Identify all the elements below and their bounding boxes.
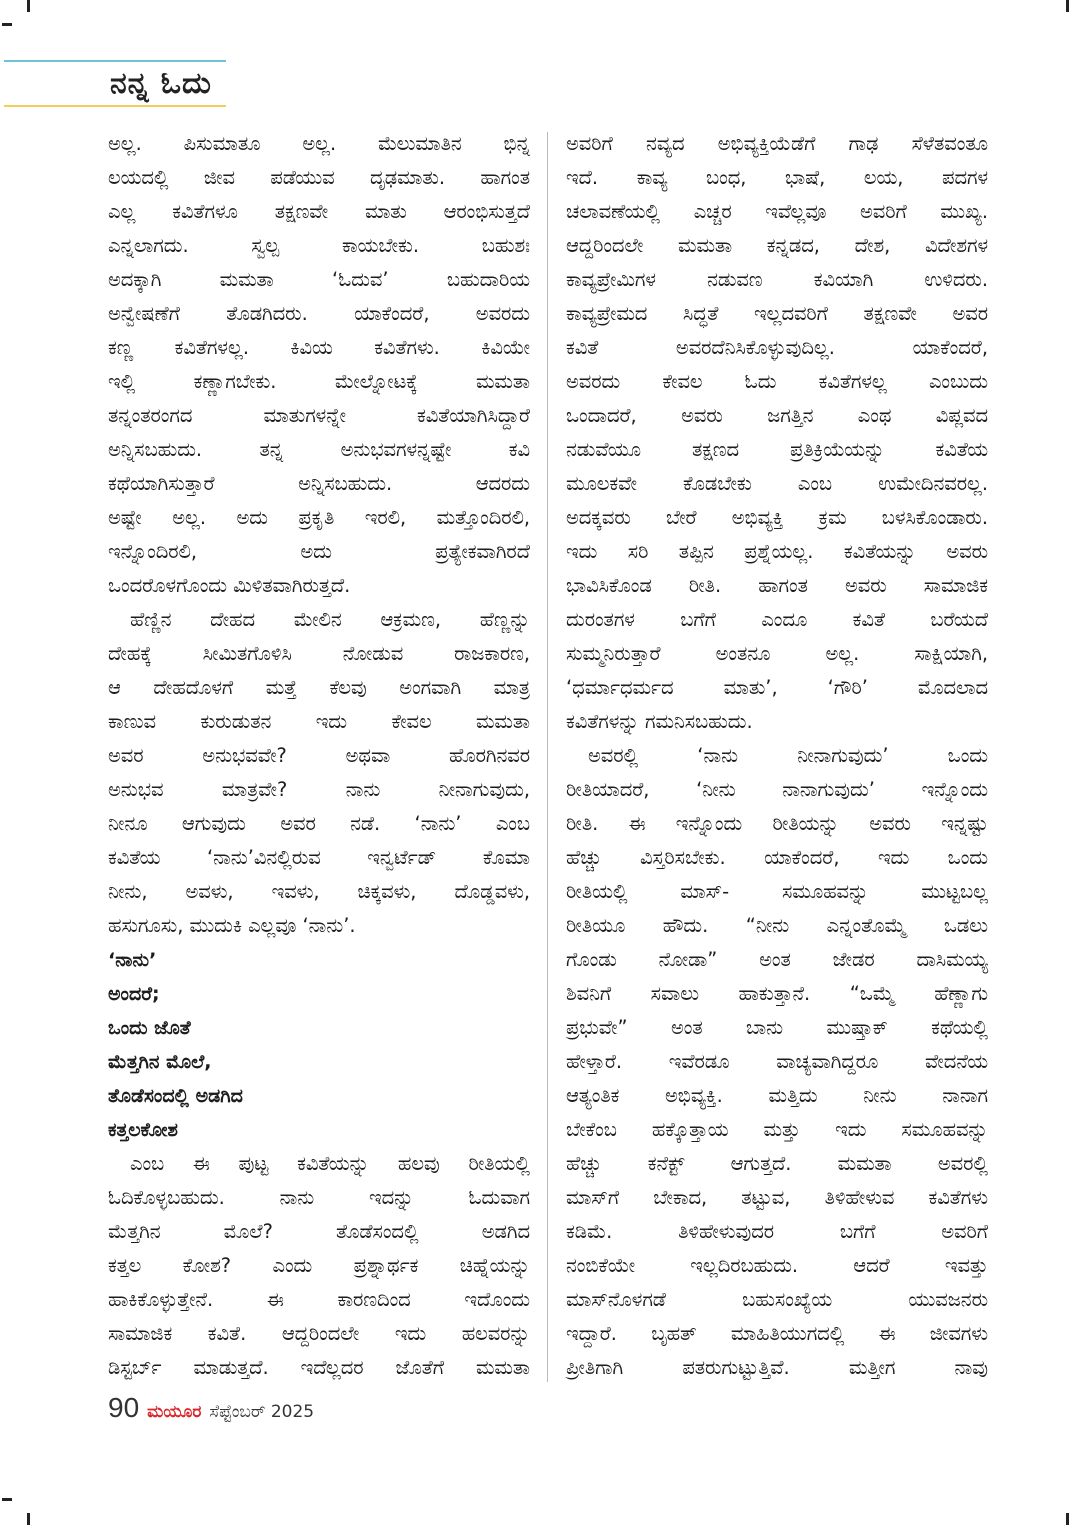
issue-date: ಸೆಪ್ಟೆಂಬರ್ 2025 xyxy=(209,1402,315,1422)
text-line: ರೀತಿಯೂ ಹೌದು. “ನೀನು ಎನ್ನಂತೊಮ್ಮೆ ಒಡಲು xyxy=(566,914,988,937)
crop-mark xyxy=(27,1513,30,1525)
text-line: ಮೆತ್ತಗಿನ ಮೊಲೆ? ತೊಡೆಸಂದಲ್ಲಿ ಅಡಗಿದ xyxy=(108,1220,530,1243)
text-line: ಕವಿತೆ ಅವರದೆನಿಸಿಕೊಳ್ಳುವುದಿಲ್ಲ. ಯಾಕೆಂದರೆ, xyxy=(566,336,988,359)
text-line: ಚಲಾವಣೆಯಲ್ಲಿ ಎಚ್ಚರ ಇವೆಲ್ಲವೂ ಅವರಿಗೆ ಮುಖ್ಯ. xyxy=(566,200,988,223)
text-line: ಮೂಲಕವೇ ಕೊಡಬೇಕು ಎಂಬ ಉಮೇದಿನವರಲ್ಲ. xyxy=(566,472,988,495)
text-line: ಕತ್ತಲ ಕೋಶ? ಎಂದು ಪ್ರಶ್ನಾರ್ಥಕ ಚಿಹ್ನೆಯನ್ನು xyxy=(108,1254,530,1277)
text-line: ಕವಿತೆಯ ‘ನಾನು’ವಿನಲ್ಲಿರುವ ಇನ್ವರ್ಟೆಡ್ ಕೊಮಾ xyxy=(108,846,530,869)
text-line: ಅನ್ವೇಷಣೆಗೆ ತೊಡಗಿದರು. ಯಾಕೆಂದರೆ, ಅವರದು xyxy=(108,302,530,325)
paragraph xyxy=(108,127,530,603)
text-line: ಕಣ್ಣ ಕವಿತೆಗಳಲ್ಲ. ಕಿವಿಯ ಕವಿತೆಗಳು. ಕಿವಿಯೇ xyxy=(108,336,530,359)
text-line: ರೀತಿಯಲ್ಲಿ ಮಾಸ್- ಸಮೂಹವನ್ನು ಮುಟ್ಟಬಲ್ಲ xyxy=(566,880,988,903)
text-line: ಕವಿತೆಗಳನ್ನು ಗಮನಿಸಬಹುದು. xyxy=(566,710,753,733)
text-line: ಅನ್ನಿಸಬಹುದು. ತನ್ನ ಅನುಭವಗಳನ್ನಷ್ಟೇ ಕವಿ xyxy=(108,438,530,461)
text-line: ಓದಿಕೊಳ್ಳಬಹುದು. ನಾನು ಇದನ್ನು ಓದುವಾಗ xyxy=(108,1186,530,1209)
text-line: ಪ್ರೀತಿಗಾಗಿ ಪತರುಗುಟ್ಟುತ್ತಿವೆ. ಮತ್ತೀಗ ನಾವು xyxy=(566,1356,988,1379)
text-line: ಒಂದು ಜೊತೆ xyxy=(108,1017,191,1039)
text-line: ಅಂದರೆ; xyxy=(108,983,160,1005)
text-line: ಹೆಚ್ಚು ವಿಸ್ತರಿಸಬೇಕು. ಯಾಕೆಂದರೆ, ಇದು ಒಂದು xyxy=(566,846,988,869)
text-line: ಲಯದಲ್ಲಿ ಜೀವ ಪಡೆಯುವ ದೃಢಮಾತು. ಹಾಗಂತ xyxy=(108,166,530,189)
text-line: ಅದಕ್ಕಾಗಿ ಮಮತಾ ‘ಓದುವ’ ಬಹುದಾರಿಯ xyxy=(108,268,530,291)
text-line: ಕಥೆಯಾಗಿಸುತ್ತಾರೆ ಅನ್ನಿಸಬಹುದು. ಆದರದು xyxy=(108,472,530,495)
text-line: ಅಷ್ಟೇ ಅಲ್ಲ. ಅದು ಪ್ರಕೃತಿ ಇರಲಿ, ಮತ್ತೊಂದಿರಲಿ, xyxy=(108,506,530,529)
right-column xyxy=(566,127,988,1385)
text-line: ಎನ್ನಲಾಗದು. ಸ್ವಲ್ಪ ಕಾಯಬೇಕು. ಬಹುಶಃ xyxy=(108,234,530,257)
text-line: ಕಾವ್ಯಪ್ರೇಮಿಗಳ ನಡುವಣ ಕವಿಯಾಗಿ ಉಳಿದರು. xyxy=(566,268,988,291)
left-column xyxy=(108,127,530,1385)
text-line: ಹೇಳ್ತಾರೆ. ಇವೆರಡೂ ವಾಚ್ಯವಾಗಿದ್ದರೂ ವೇದನೆಯ xyxy=(566,1050,988,1073)
text-line: ತನ್ನಂತರಂಗದ ಮಾತುಗಳನ್ನೇ ಕವಿತೆಯಾಗಿಸಿದ್ದಾರೆ xyxy=(108,404,530,427)
text-line: ದುರಂತಗಳ ಬಗೆಗೆ ಎಂದೂ ಕವಿತೆ ಬರೆಯದೆ xyxy=(566,608,988,631)
text-line: ಹೆಚ್ಚು ಕನೆಕ್ಟ್ ಆಗುತ್ತದೆ. ಮಮತಾ ಅವರಲ್ಲಿ xyxy=(566,1152,988,1175)
text-line: ಹಸುಗೂಸು, ಮುದುಕಿ ಎಲ್ಲವೂ ‘ನಾನು’. xyxy=(108,914,356,937)
text-line: ಸಾಮಾಜಿಕ ಕವಿತೆ. ಆದ್ದರಿಂದಲೇ ಇದು ಹಲವರನ್ನು xyxy=(108,1322,530,1345)
magazine-logo: ಮಯೂರ xyxy=(147,1402,202,1422)
text-line: ಇದ್ದಾರೆ. ಬೃಹತ್ ಮಾಹಿತಿಯುಗದಲ್ಲಿ ಈ ಜೀವಗಳು xyxy=(566,1322,988,1345)
section-header xyxy=(0,58,228,110)
text-line: ರೀತಿಯಾದರೆ, ‘ನೀನು ನಾನಾಗುವುದು’ ಇನ್ನೊಂದು xyxy=(566,778,988,801)
paragraph xyxy=(566,127,988,739)
text-line: ಅವರ ಅನುಭವವೇ? ಅಥವಾ ಹೊರಗಿನವರ xyxy=(108,744,530,767)
text-line: ಅವರಿಗೆ ನವ್ಯದ ಅಭಿವ್ಯಕ್ತಿಯೆಡೆಗೆ ಗಾಢ ಸೆಳೆತವಂತೂ xyxy=(566,132,988,155)
text-line: ತೊಡೆಸಂದಲ್ಲಿ ಅಡಗಿದ xyxy=(108,1085,243,1107)
text-line: ಆ ದೇಹದೊಳಗೆ ಮತ್ತೆ ಕೆಲವು ಅಂಗವಾಗಿ ಮಾತ್ರ xyxy=(108,676,530,699)
text-line: ‘ನಾನು’ xyxy=(108,949,157,971)
page-footer xyxy=(108,1392,314,1424)
text-line: ಹೆಣ್ಣಿನ ದೇಹದ ಮೇಲಿನ ಆಕ್ರಮಣ, ಹೆಣ್ಣನ್ನು xyxy=(130,608,530,631)
crop-mark xyxy=(27,0,30,12)
text-line: ಹಾಕಿಕೊಳ್ಳುತ್ತೇನೆ. ಈ ಕಾರಣದಿಂದ ಇದೊಂದು xyxy=(108,1288,530,1311)
text-line: ಆತ್ಯಂತಿಕ ಅಭಿವ್ಯಕ್ತಿ. ಮತ್ತಿದು ನೀನು ನಾನಾಗ xyxy=(566,1084,988,1107)
text-line: ನಡುವೆಯೂ ತಕ್ಷಣದ ಪ್ರತಿಕ್ರಿಯೆಯನ್ನು ಕವಿತೆಯ xyxy=(566,438,988,461)
crop-mark xyxy=(2,23,12,26)
text-line: ನೀನು, ಅವಳು, ಇವಳು, ಚಿಕ್ಕವಳು, ದೊಡ್ಡವಳು, xyxy=(108,880,530,903)
paragraph xyxy=(108,1147,530,1385)
crop-mark xyxy=(1066,0,1069,12)
text-line: ಮಾಸ್‌ನೊಳಗಡೆ ಬಹುಸಂಖ್ಯೆಯ ಯುವಜನರು xyxy=(566,1288,988,1311)
crop-mark xyxy=(1066,1513,1069,1525)
text-line: ಅನುಭವ ಮಾತ್ರವೇ? ನಾನು ನೀನಾಗುವುದು, xyxy=(108,778,530,801)
text-line: ಅದಕ್ಕವರು ಬೇರೆ ಅಭಿವ್ಯಕ್ತಿ ಕ್ರಮ ಬಳಸಿಕೊಂಡಾರು. xyxy=(566,506,988,529)
paragraph xyxy=(566,739,988,1385)
text-line: ಎಂಬ ಈ ಪುಟ್ಟ ಕವಿತೆಯನ್ನು ಹಲವು ರೀತಿಯಲ್ಲಿ xyxy=(130,1152,530,1175)
text-line: ಕತ್ತಲಕೋಶ xyxy=(108,1119,178,1141)
header-rule-bottom xyxy=(4,105,226,107)
column-divider xyxy=(547,132,548,1382)
text-line: ಪ್ರಭುವೇ” ಅಂತ ಬಾನು ಮುಷ್ತಾಕ್ ಕಥೆಯಲ್ಲಿ xyxy=(566,1016,988,1039)
crop-mark xyxy=(2,1498,12,1501)
text-line: ಸುಮ್ಮನಿರುತ್ತಾರೆ ಅಂತನೂ ಅಲ್ಲ. ಸಾಕ್ಷಿಯಾಗಿ, xyxy=(566,642,988,665)
text-line: ಇನ್ನೊಂದಿರಲಿ, ಅದು ಪ್ರತ್ಯೇಕವಾಗಿರದೆ xyxy=(108,540,530,563)
paragraph xyxy=(108,603,530,943)
text-line: ಮಾಸ್‌ಗೆ ಬೇಕಾದ, ತಟ್ಟುವ, ತಿಳಿಹೇಳುವ ಕವಿತೆಗಳು xyxy=(566,1186,988,1209)
text-line: ನಂಬಿಕೆಯೇ ಇಲ್ಲದಿರಬಹುದು. ಆದರೆ ಇವತ್ತು xyxy=(566,1254,988,1277)
text-line: ಒಂದರೊಳಗೊಂದು ಮಿಳಿತವಾಗಿರುತ್ತದೆ. xyxy=(108,574,351,597)
text-line: ಶಿವನಿಗೆ ಸವಾಲು ಹಾಕುತ್ತಾನೆ. “ಒಮ್ಮೆ ಹೆಣ್ಣಾಗು xyxy=(566,982,988,1005)
text-line: ಗೊಂಡು ನೋಡಾ” ಅಂತ ಜೇಡರ ದಾಸಿಮಯ್ಯ xyxy=(566,948,988,971)
text-line: ಇಲ್ಲಿ ಕಣ್ಣಾಗಬೇಕು. ಮೇಲ್ನೋಟಕ್ಕೆ ಮಮತಾ xyxy=(108,370,530,393)
section-title: ನನ್ನ ಓದು xyxy=(110,66,212,101)
poem-quote xyxy=(108,943,530,1147)
text-line: ದೇಹಕ್ಕೆ ಸೀಮಿತಗೊಳಿಸಿ ನೋಡುವ ರಾಜಕಾರಣ, xyxy=(108,642,530,665)
text-line: ಮೆತ್ತಗಿನ ಮೊಲೆ, xyxy=(108,1051,212,1073)
text-line: ಇದು ಸರಿ ತಪ್ಪಿನ ಪ್ರಶ್ನೆಯಲ್ಲ. ಕವಿತೆಯನ್ನು ಅವರು xyxy=(566,540,988,563)
text-line: ಭಾವಿಸಿಕೊಂಡ ರೀತಿ. ಹಾಗಂತ ಅವರು ಸಾಮಾಜಿಕ xyxy=(566,574,988,597)
text-line: ಅಲ್ಲ. ಪಿಸುಮಾತೂ ಅಲ್ಲ. ಮೆಲುಮಾತಿನ ಭಿನ್ನ xyxy=(108,132,530,155)
text-line: ಅವರದು ಕೇವಲ ಓದು ಕವಿತೆಗಳಲ್ಲ ಎಂಬುದು xyxy=(566,370,988,393)
page-number: 90 xyxy=(108,1392,140,1423)
text-line: ಬೇಕೆಂಬ ಹಕ್ಕೊತ್ತಾಯ ಮತ್ತು ಇದು ಸಮೂಹವನ್ನು xyxy=(566,1118,988,1141)
text-line: ಕಾವ್ಯಪ್ರೇಮದ ಸಿದ್ಧತೆ ಇಲ್ಲದವರಿಗೆ ತಕ್ಷಣವೇ ಅವರ xyxy=(566,302,988,325)
text-line: ಇದೆ. ಕಾವ್ಯ ಬಂಧ, ಭಾಷೆ, ಲಯ, ಪದಗಳ xyxy=(566,166,988,189)
text-line: ಒಂದಾದರೆ, ಅವರು ಜಗತ್ತಿನ ಎಂಥ ವಿಪ್ಲವದ xyxy=(566,404,988,427)
text-line: ರೀತಿ. ಈ ಇನ್ನೊಂದು ರೀತಿಯನ್ನು ಅವರು ಇನ್ನಷ್ಟು xyxy=(566,812,988,835)
text-line: ಕಡಿಮೆ. ತಿಳಿಹೇಳುವುದರ ಬಗೆಗೆ ಅವರಿಗೆ xyxy=(566,1220,988,1243)
text-line: ಆದ್ದರಿಂದಲೇ ಮಮತಾ ಕನ್ನಡದ, ದೇಶ, ವಿದೇಶಗಳ xyxy=(566,234,988,257)
text-line: ಡಿಸ್ಟರ್ಬ್ ಮಾಡುತ್ತದೆ. ಇದೆಲ್ಲದರ ಜೊತೆಗೆ ಮಮತಾ xyxy=(108,1356,530,1379)
header-rule-top xyxy=(4,60,226,62)
text-line: ಅವರಲ್ಲಿ ‘ನಾನು ನೀನಾಗುವುದು’ ಒಂದು xyxy=(588,744,988,767)
text-line: ಕಾಣುವ ಕುರುಡುತನ ಇದು ಕೇವಲ ಮಮತಾ xyxy=(108,710,530,733)
text-line: ಎಲ್ಲ ಕವಿತೆಗಳೂ ತಕ್ಷಣವೇ ಮಾತು ಆರಂಭಿಸುತ್ತದೆ xyxy=(108,200,530,223)
text-line: ‘ಧರ್ಮಾಧರ್ಮದ ಮಾತು’, ‘ಗೌರಿ’ ಮೊದಲಾದ xyxy=(566,676,988,699)
text-line: ನೀನೂ ಆಗುವುದು ಅವರ ನಡೆ. ‘ನಾನು’ ಎಂಬ xyxy=(108,812,530,835)
